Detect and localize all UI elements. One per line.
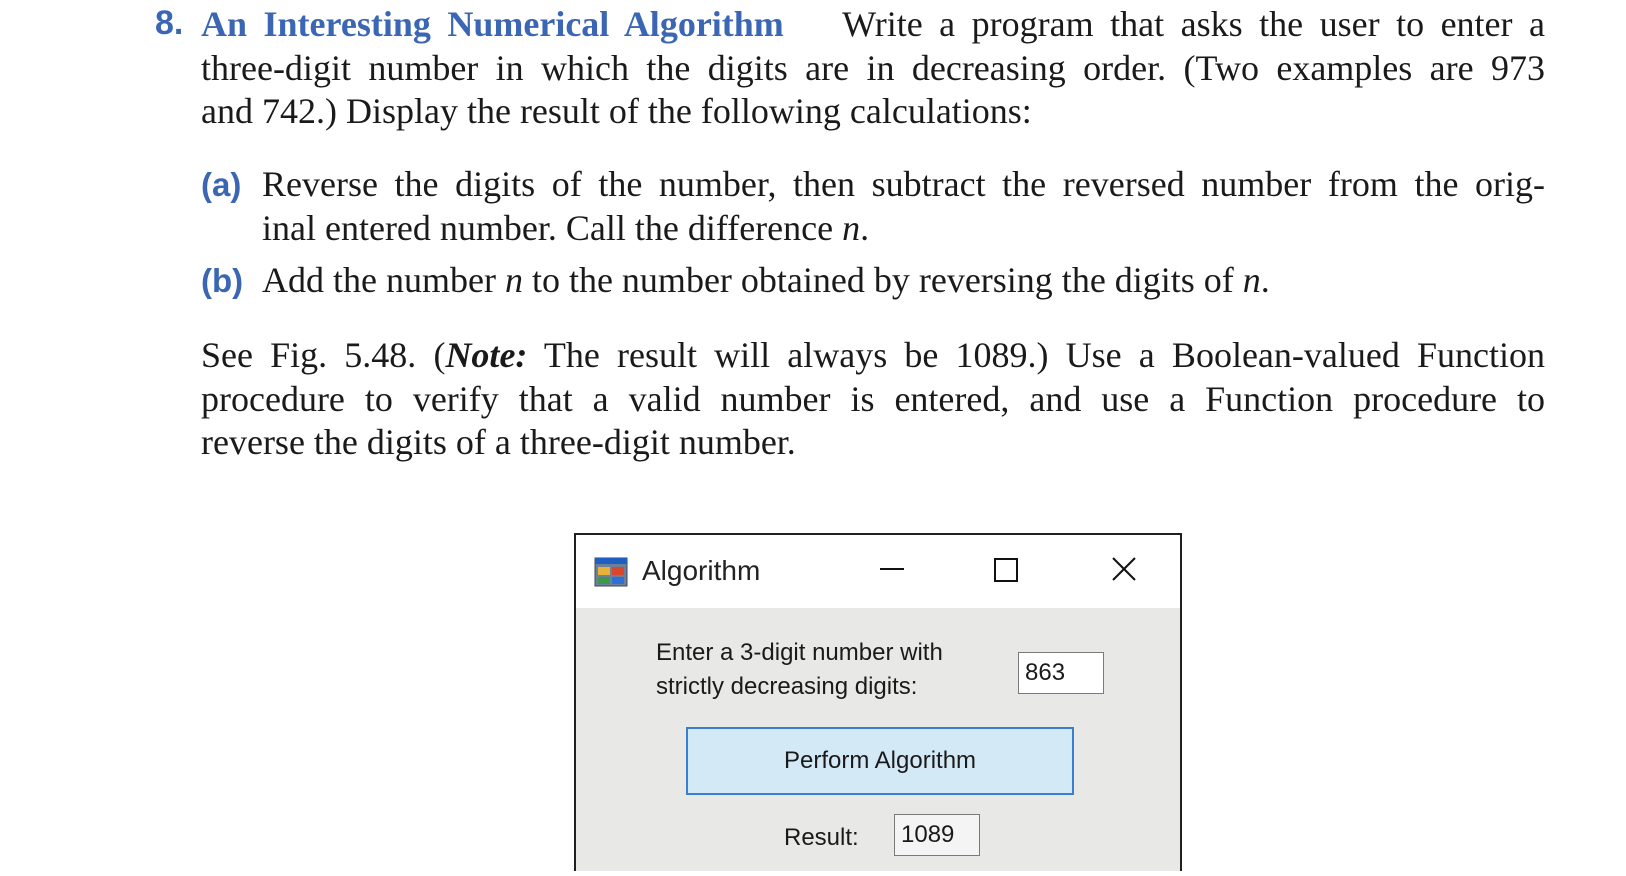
problem-intro-line-2: three-digit number in which the digits are in decreasing order. (Two examples are 973 — [201, 48, 1545, 88]
note-label: Note: — [445, 335, 528, 375]
item-a-var: n — [842, 208, 861, 248]
note-pre: See Fig. 5.48. ( — [201, 335, 446, 375]
minimize-icon[interactable] — [866, 549, 918, 593]
number-input[interactable]: 863 — [1018, 652, 1104, 694]
problem-intro-text-1: Write a program that asks the user to enter a — [842, 4, 1546, 44]
item-a-label: (a) — [201, 166, 242, 203]
item-a-end: . — [860, 208, 870, 248]
item-a-line-2 — [262, 206, 869, 250]
title-bar[interactable] — [576, 535, 1180, 608]
prompt-line-1: Enter a 3-digit number with — [656, 639, 943, 666]
item-b-var-a: n — [504, 260, 523, 300]
problem-number: 8. — [155, 4, 184, 42]
note-line-3: reverse the digits of a three-digit number. — [201, 422, 796, 462]
maximize-icon[interactable] — [980, 549, 1032, 593]
item-b-label: (b) — [201, 262, 244, 299]
item-b-text-a: Add the number — [262, 260, 505, 300]
close-icon[interactable] — [1098, 549, 1150, 593]
problem-intro-line-1 — [201, 2, 1545, 46]
note-post: The result will always be 1089.) Use a Boolean-valued Function — [527, 335, 1545, 375]
algorithm-window — [574, 533, 1182, 871]
form-client-area — [576, 608, 1180, 871]
result-output: 1089 — [894, 814, 980, 856]
item-b-text-c: . — [1260, 260, 1270, 300]
result-label: Result: — [784, 824, 859, 851]
item-a-line-1: Reverse the digits of the number, then subtract the reversed number from the orig- — [262, 164, 1545, 204]
prompt-label — [656, 636, 943, 704]
item-b-var-b: n — [1242, 260, 1261, 300]
problem-intro-line-3: and 742.) Display the result of the following calculations: — [201, 91, 1032, 131]
item-a-text: inal entered number. Call the difference — [262, 208, 843, 248]
note-line-1 — [201, 333, 1545, 377]
perform-algorithm-button[interactable]: Perform Algorithm — [686, 727, 1074, 795]
item-b-text-b: to the number obtained by reversing the digits of — [522, 260, 1243, 300]
problem-title: An Interesting Numerical Algorithm — [201, 4, 784, 44]
note-line-2: procedure to verify that a valid number is entered, and use a Function procedure to — [201, 379, 1545, 419]
windows-form-icon — [594, 555, 628, 589]
item-b-line — [262, 258, 1270, 302]
prompt-line-2: strictly decreasing digits: — [656, 673, 918, 700]
window-title: Algorithm — [642, 555, 761, 586]
